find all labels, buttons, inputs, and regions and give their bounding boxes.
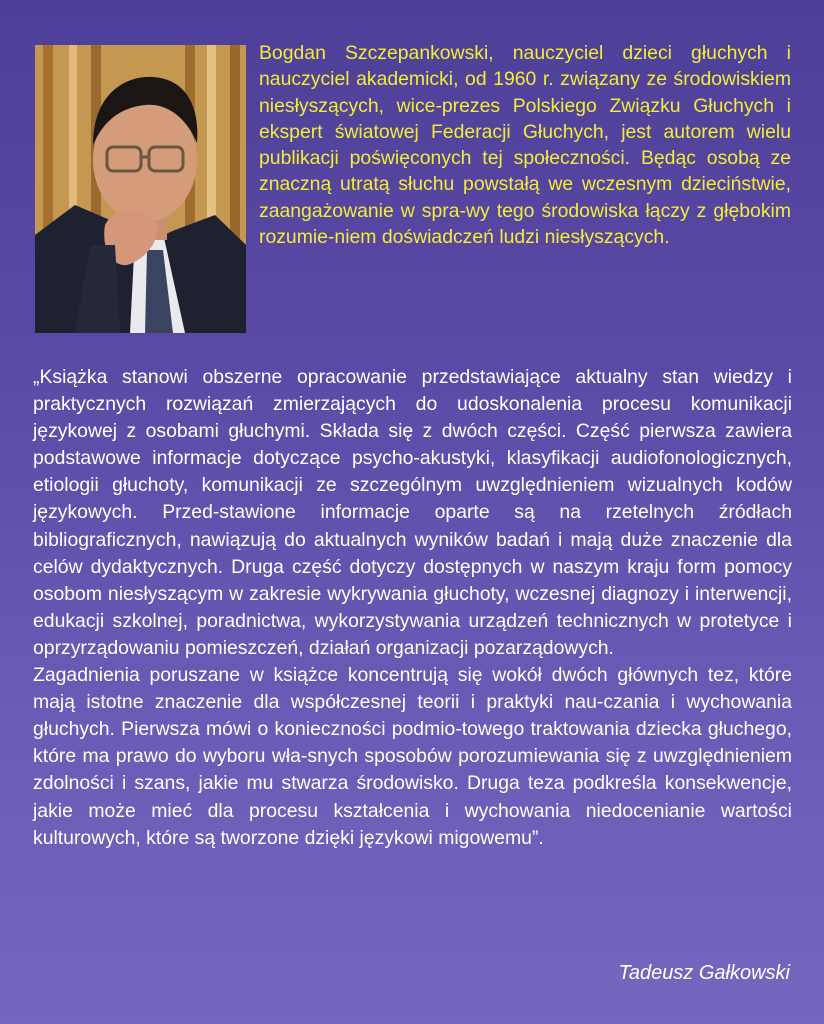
author-biography: Bogdan Szczepankowski, nauczyciel dzieci głuchych i nauczyciel akademicki, od 1960 r. związany ze środowiskiem niesłyszących, wice-prezes Polskiego Związku Głuchych i ekspert światowej Federacji Głuchych, jest autorem wielu publikacji poświęconych tej społeczności. Będąc osobą ze znaczną utratą słuchu powstałą we wczesnym dzieciństwie, zaangażowanie w spra-wy tego środowiska łączy z głębokim rozumie-niem doświadczeń ludzi niesłyszących. [259,42,791,249]
review-paragraph-2: Zagadnienia poruszane w książce koncentrują się wokół dwóch głównych tez, które mają istotne znaczenie dla współczesnej teorii i praktyki nau-czania i wychowania głuchych. Pierwsza mówi o konieczności podmio-towego traktowania dziecka głuchego, które ma prawo do wyboru wła-snych sposobów porozumiewania się z uwzględnieniem zdolności i szans, jakie mu stwarza środowisko. Druga teza podkreśla konsekwencje, jakie może mieć dla procesu kształcenia i wychowania niedocenianie wartości kulturowych, które są tworzone dzięki językowi migowemu”. [33,664,792,849]
review-paragraph-1: „Książka stanowi obszerne opracowanie przedstawiające aktualny stan wiedzy i praktycznych rozwiązań zmierzających do udoskonalenia procesu komunikacji językowej z osobami głuchymi. Składa się z dwóch części. Część pierwsza zawiera podstawowe informacje dotyczące psycho-akustyki, klasyfikacji audiofonologicznych, etiologii głuchoty, komunikacji ze szczególnym uwzględnieniem wizualnych kodów językowych. Przed-stawione informacje oparte są na rzetelnych źródłach bibliograficznych, nawiązują do aktualnych wyników badań i mają duże znaczenie dla celów dydaktycznych. Druga część dotyczy dostępnych w naszym kraju form pomocy osobom niesłyszącym w zakresie wykrywania głuchoty, wczesnej diagnozy i interwencji, edukacji szkolnej, poradnictwa, wykorzystywania urządzeń technicznych w protetyce i oprzyrządowaniu pomieszczeń, działań organizacji pozarządowych. [33,366,792,659]
review-author: Tadeusz Gałkowski [618,962,790,984]
book-review [33,364,792,852]
author-portrait-photo [35,45,246,333]
